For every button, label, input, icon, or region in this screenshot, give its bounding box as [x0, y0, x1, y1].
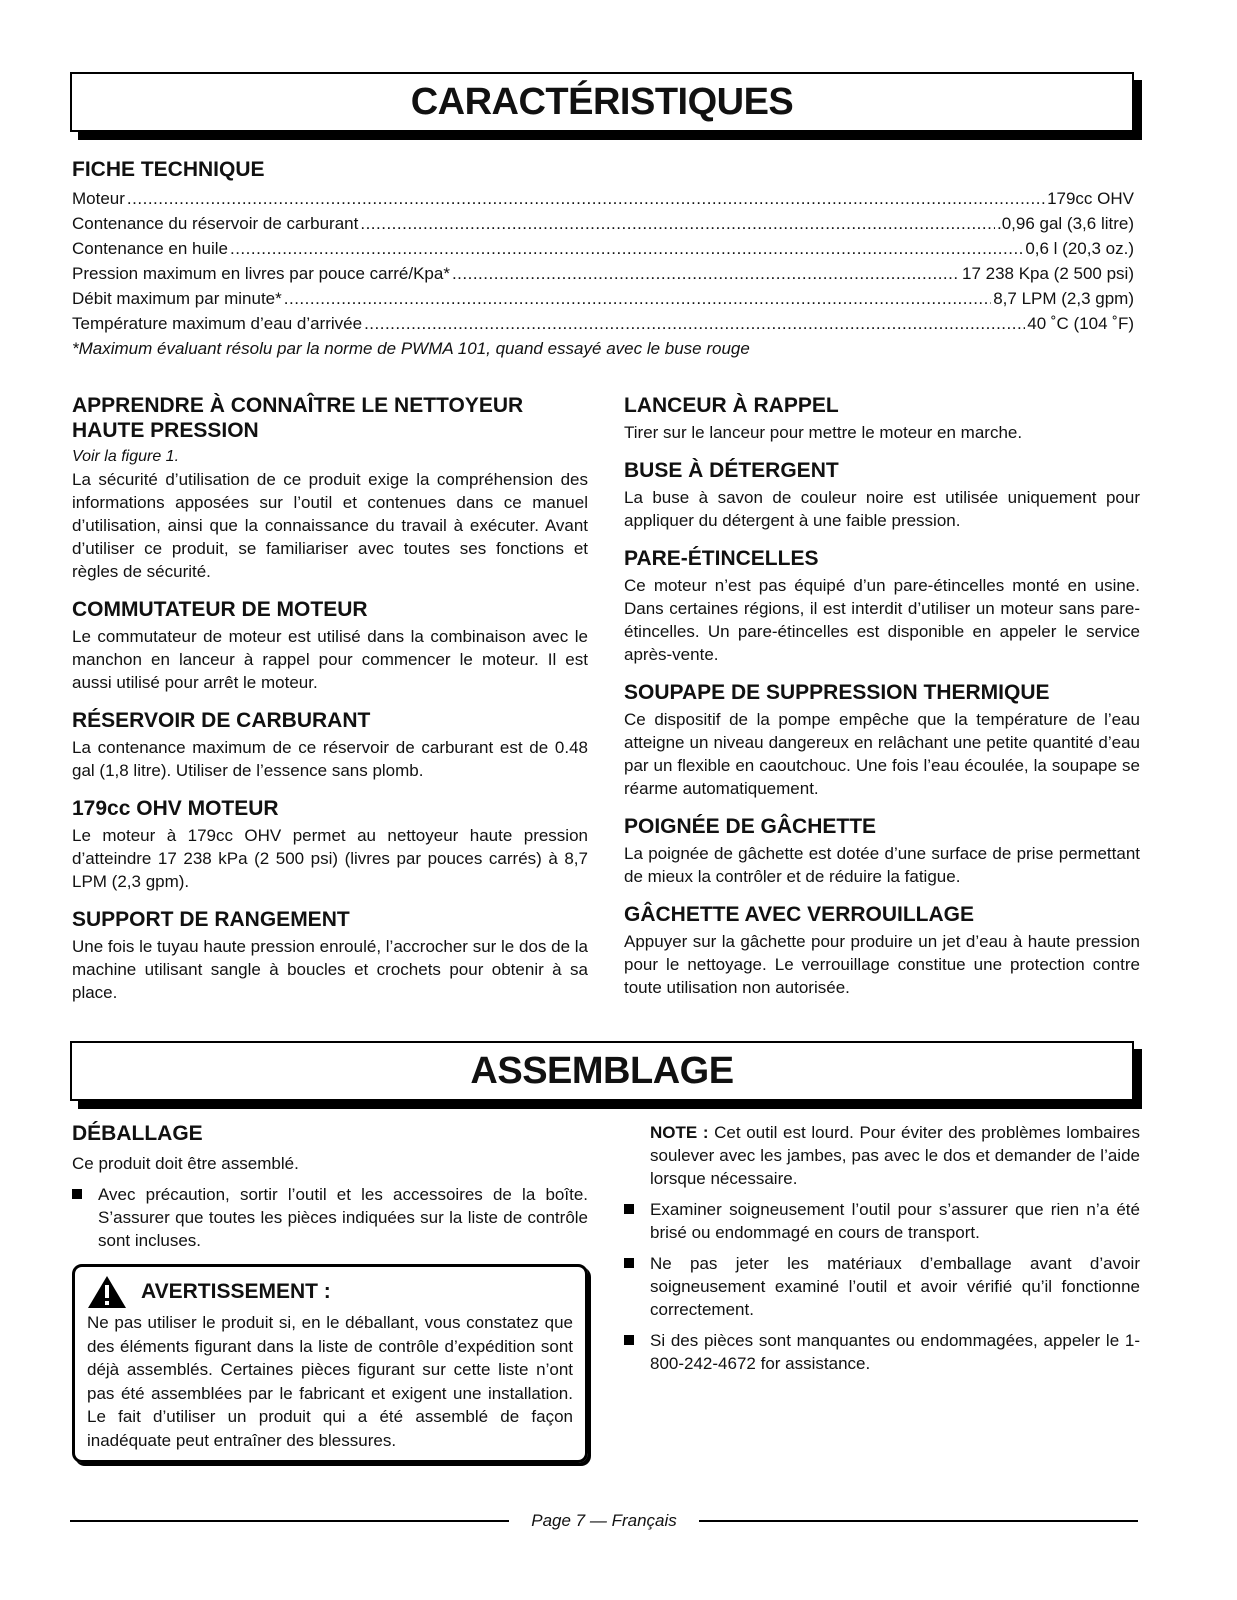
section-moteur — [72, 796, 588, 893]
page-number: Page 7 — Français — [531, 1511, 677, 1530]
section-heading: SUPPORT DE RANGEMENT — [72, 908, 350, 931]
section-pare-etincelles — [624, 546, 1140, 666]
section-reservoir — [72, 708, 588, 782]
list-item-text: Ne pas jeter les matériaux d’emballage avant d’avoir soigneusement examiné l’outil et avoir vérifié qu’il fonctionne correctement. — [650, 1254, 1140, 1319]
section-body: La sécurité d’utilisation de ce produit exige la compréhension des informations apposées sur l’outil et contenues dans ce manuel d’utilisation, ainsi que la connaissance du travail à exécuter. Avant d’utiliser ce produit, se familiariser avec toutes ses fonctions et règles de sécurité. — [72, 470, 588, 581]
section-body: Appuyer sur la gâchette pour produire un jet d’eau à haute pression pour le nettoyage. Le verrouillage constitue une protection contre toute utilisation non autorisée. — [624, 932, 1140, 997]
spec-row — [72, 236, 1134, 261]
list-item — [72, 1183, 588, 1252]
section-heading: PARE-ÉTINCELLES — [624, 547, 819, 570]
note-body: Cet outil est lourd. Pour éviter des problèmes lombaires soulever avec les jambes, pas avec le dos et demander de l’aide lorsque nécessaire. — [650, 1123, 1140, 1188]
features-left-column — [72, 393, 588, 1018]
spec-row — [72, 211, 1134, 236]
list-item-text: Examiner soigneusement l’outil pour s’assurer que rien n’a été brisé ou endommagé en cours de transport. — [650, 1200, 1140, 1242]
warning-header — [87, 1275, 573, 1309]
bullet-square-icon — [624, 1335, 634, 1345]
bullet-square-icon — [72, 1189, 82, 1199]
section-body: Tirer sur le lanceur pour mettre le moteur en marche. — [624, 423, 1023, 442]
section-heading: GÂCHETTE AVEC VERROUILLAGE — [624, 903, 975, 926]
section-body: Ce dispositif de la pompe empêche que la température de l’eau atteigne un niveau dangereux en relâchant une petite quantité d’eau par un flexible en caoutchouc. Une fois l’eau écoulée, la soupape se réarme automatiquement. — [624, 710, 1140, 798]
bullet-square-icon — [624, 1204, 634, 1214]
section-connaitre — [72, 393, 588, 583]
section-heading: BUSE À DÉTERGENT — [624, 459, 839, 482]
section-body: Une fois le tuyau haute pression enroulé, l’accrocher sur le dos de la machine utilisant sangle à boucles et crochets pour obtenir à sa place. — [72, 937, 588, 1002]
section-heading: DÉBALLAGE — [72, 1122, 203, 1145]
spec-row — [72, 261, 1134, 286]
spec-label: Contenance du réservoir de carburant — [72, 214, 359, 233]
spec-row — [72, 286, 1134, 311]
spec-label: Contenance en huile — [72, 239, 228, 258]
note-label: NOTE : — [650, 1123, 709, 1142]
warning-box — [72, 1264, 588, 1463]
footer-rule — [699, 1520, 1138, 1522]
figure-reference: Voir la figure 1. — [72, 448, 180, 465]
section-heading: APPRENDRE À CONNAÎTRE LE NETTOYEUR HAUTE PRESSION — [72, 394, 524, 442]
section-lanceur — [624, 393, 1140, 444]
spec-value: .0,96 gal (3,6 litre) — [996, 214, 1134, 233]
spec-title: FICHE TECHNIQUE — [72, 158, 265, 181]
section-body: La poignée de gâchette est dotée d’une surface de prise permettant de mieux la contrôler et de réduire la fatigue. — [624, 844, 1140, 886]
section-soupape — [624, 680, 1140, 800]
spec-label: Moteur — [72, 189, 125, 208]
banner-title: CARACTÉRISTIQUES — [410, 80, 794, 123]
spec-value: 8,7 LPM (2,3 gpm) — [993, 289, 1134, 308]
spec-value: 40 ˚C (104 ˚F) — [1027, 314, 1134, 333]
warning-triangle-icon — [87, 1275, 127, 1309]
section-body: Le commutateur de moteur est utilisé dans la combinaison avec le manchon en lanceur à rappel pour commencer le moteur. Il est aussi utilisé pour arrêt le moteur. — [72, 627, 588, 692]
section-banner-caracteristiques — [70, 72, 1134, 132]
spec-row — [72, 186, 1134, 211]
page-footer — [70, 1506, 1138, 1536]
section-body: Le moteur à 179cc OHV permet au nettoyeur haute pression d’atteindre 17 238 kPa (2 500 psi) (livres par pouces carrés) à 8,7 LPM (2,3 gpm). — [72, 826, 588, 891]
spec-label: Température maximum d’eau d’arrivée — [72, 314, 363, 333]
section-heading: RÉSERVOIR DE CARBURANT — [72, 709, 371, 732]
section-body: La contenance maximum de ce réservoir de carburant est de 0.48 gal (1,8 litre). Utiliser de l’essence sans plomb. — [72, 738, 588, 780]
assembly-right-column — [650, 1121, 1140, 1383]
section-poignee — [624, 814, 1140, 888]
section-body: Ce moteur n’est pas équipé d’un pare-étincelles monté en usine. Dans certaines régions, il est interdit d’utiliser un moteur sans pare-étincelles. Un pare-étincelles est disponible en appeler le service après-vente. — [624, 576, 1140, 664]
list-item — [624, 1198, 1140, 1244]
assembly-left-column — [72, 1121, 588, 1463]
section-heading: COMMUTATEUR DE MOTEUR — [72, 598, 368, 621]
section-heading: SOUPAPE DE SUPPRESSION THERMIQUE — [624, 681, 1050, 704]
section-heading: POIGNÉE DE GÂCHETTE — [624, 815, 877, 838]
spec-value: 179cc OHV — [1047, 189, 1134, 208]
warning-title: AVERTISSEMENT : — [141, 1280, 331, 1303]
section-gachette — [624, 902, 1140, 999]
bullet-square-icon — [624, 1258, 634, 1268]
banner-title: ASSEMBLAGE — [470, 1049, 734, 1092]
footer-rule — [70, 1520, 509, 1522]
section-support — [72, 907, 588, 1004]
section-heading: 179cc OHV MOTEUR — [72, 797, 279, 820]
section-heading: LANCEUR À RAPPEL — [624, 394, 839, 417]
list-item-text: Si des pièces sont manquantes ou endommagées, appeler le 1-800-242-4672 for assistance. — [650, 1331, 1140, 1373]
section-commutateur — [72, 597, 588, 694]
warning-body: Ne pas utiliser le produit si, en le déballant, vous constatez que des éléments figurant dans la liste de contrôle d’expédition sont déjà assemblés. Certaines pièces figurant sur cette liste n’ont pas été assemblées par le fabricant et exigent une installation. Le fait d’utiliser un produit qui a été assemblé de façon inadéquate peut entraîner des blessures. — [87, 1313, 573, 1450]
spec-label: Débit maximum par minute* — [72, 289, 282, 308]
list-item — [624, 1329, 1140, 1375]
note-paragraph — [650, 1121, 1140, 1190]
spec-value: 17 238 Kpa (2 500 psi) — [961, 264, 1134, 283]
spec-footnote: *Maximum évaluant résolu par la norme de PWMA 101, quand essayé avec le buse rouge — [72, 339, 750, 358]
spec-sheet — [72, 157, 1134, 361]
list-item — [624, 1252, 1140, 1321]
section-banner-assemblage — [70, 1041, 1134, 1101]
spec-label: Pression maximum en livres par pouce carré/Kpa* — [72, 264, 450, 283]
features-right-column — [624, 393, 1140, 1013]
section-buse — [624, 458, 1140, 532]
spec-value: 0,6 l (20,3 oz.) — [1025, 239, 1134, 258]
list-item-text: Avec précaution, sortir l’outil et les accessoires de la boîte. S’assurer que toutes les pièces indiquées sur la liste de contrôle sont incluses. — [98, 1185, 588, 1250]
spec-row — [72, 311, 1134, 336]
section-intro: Ce produit doit être assemblé. — [72, 1154, 299, 1173]
section-body: La buse à savon de couleur noire est utilisée uniquement pour appliquer du détergent à une faible pression. — [624, 488, 1140, 530]
